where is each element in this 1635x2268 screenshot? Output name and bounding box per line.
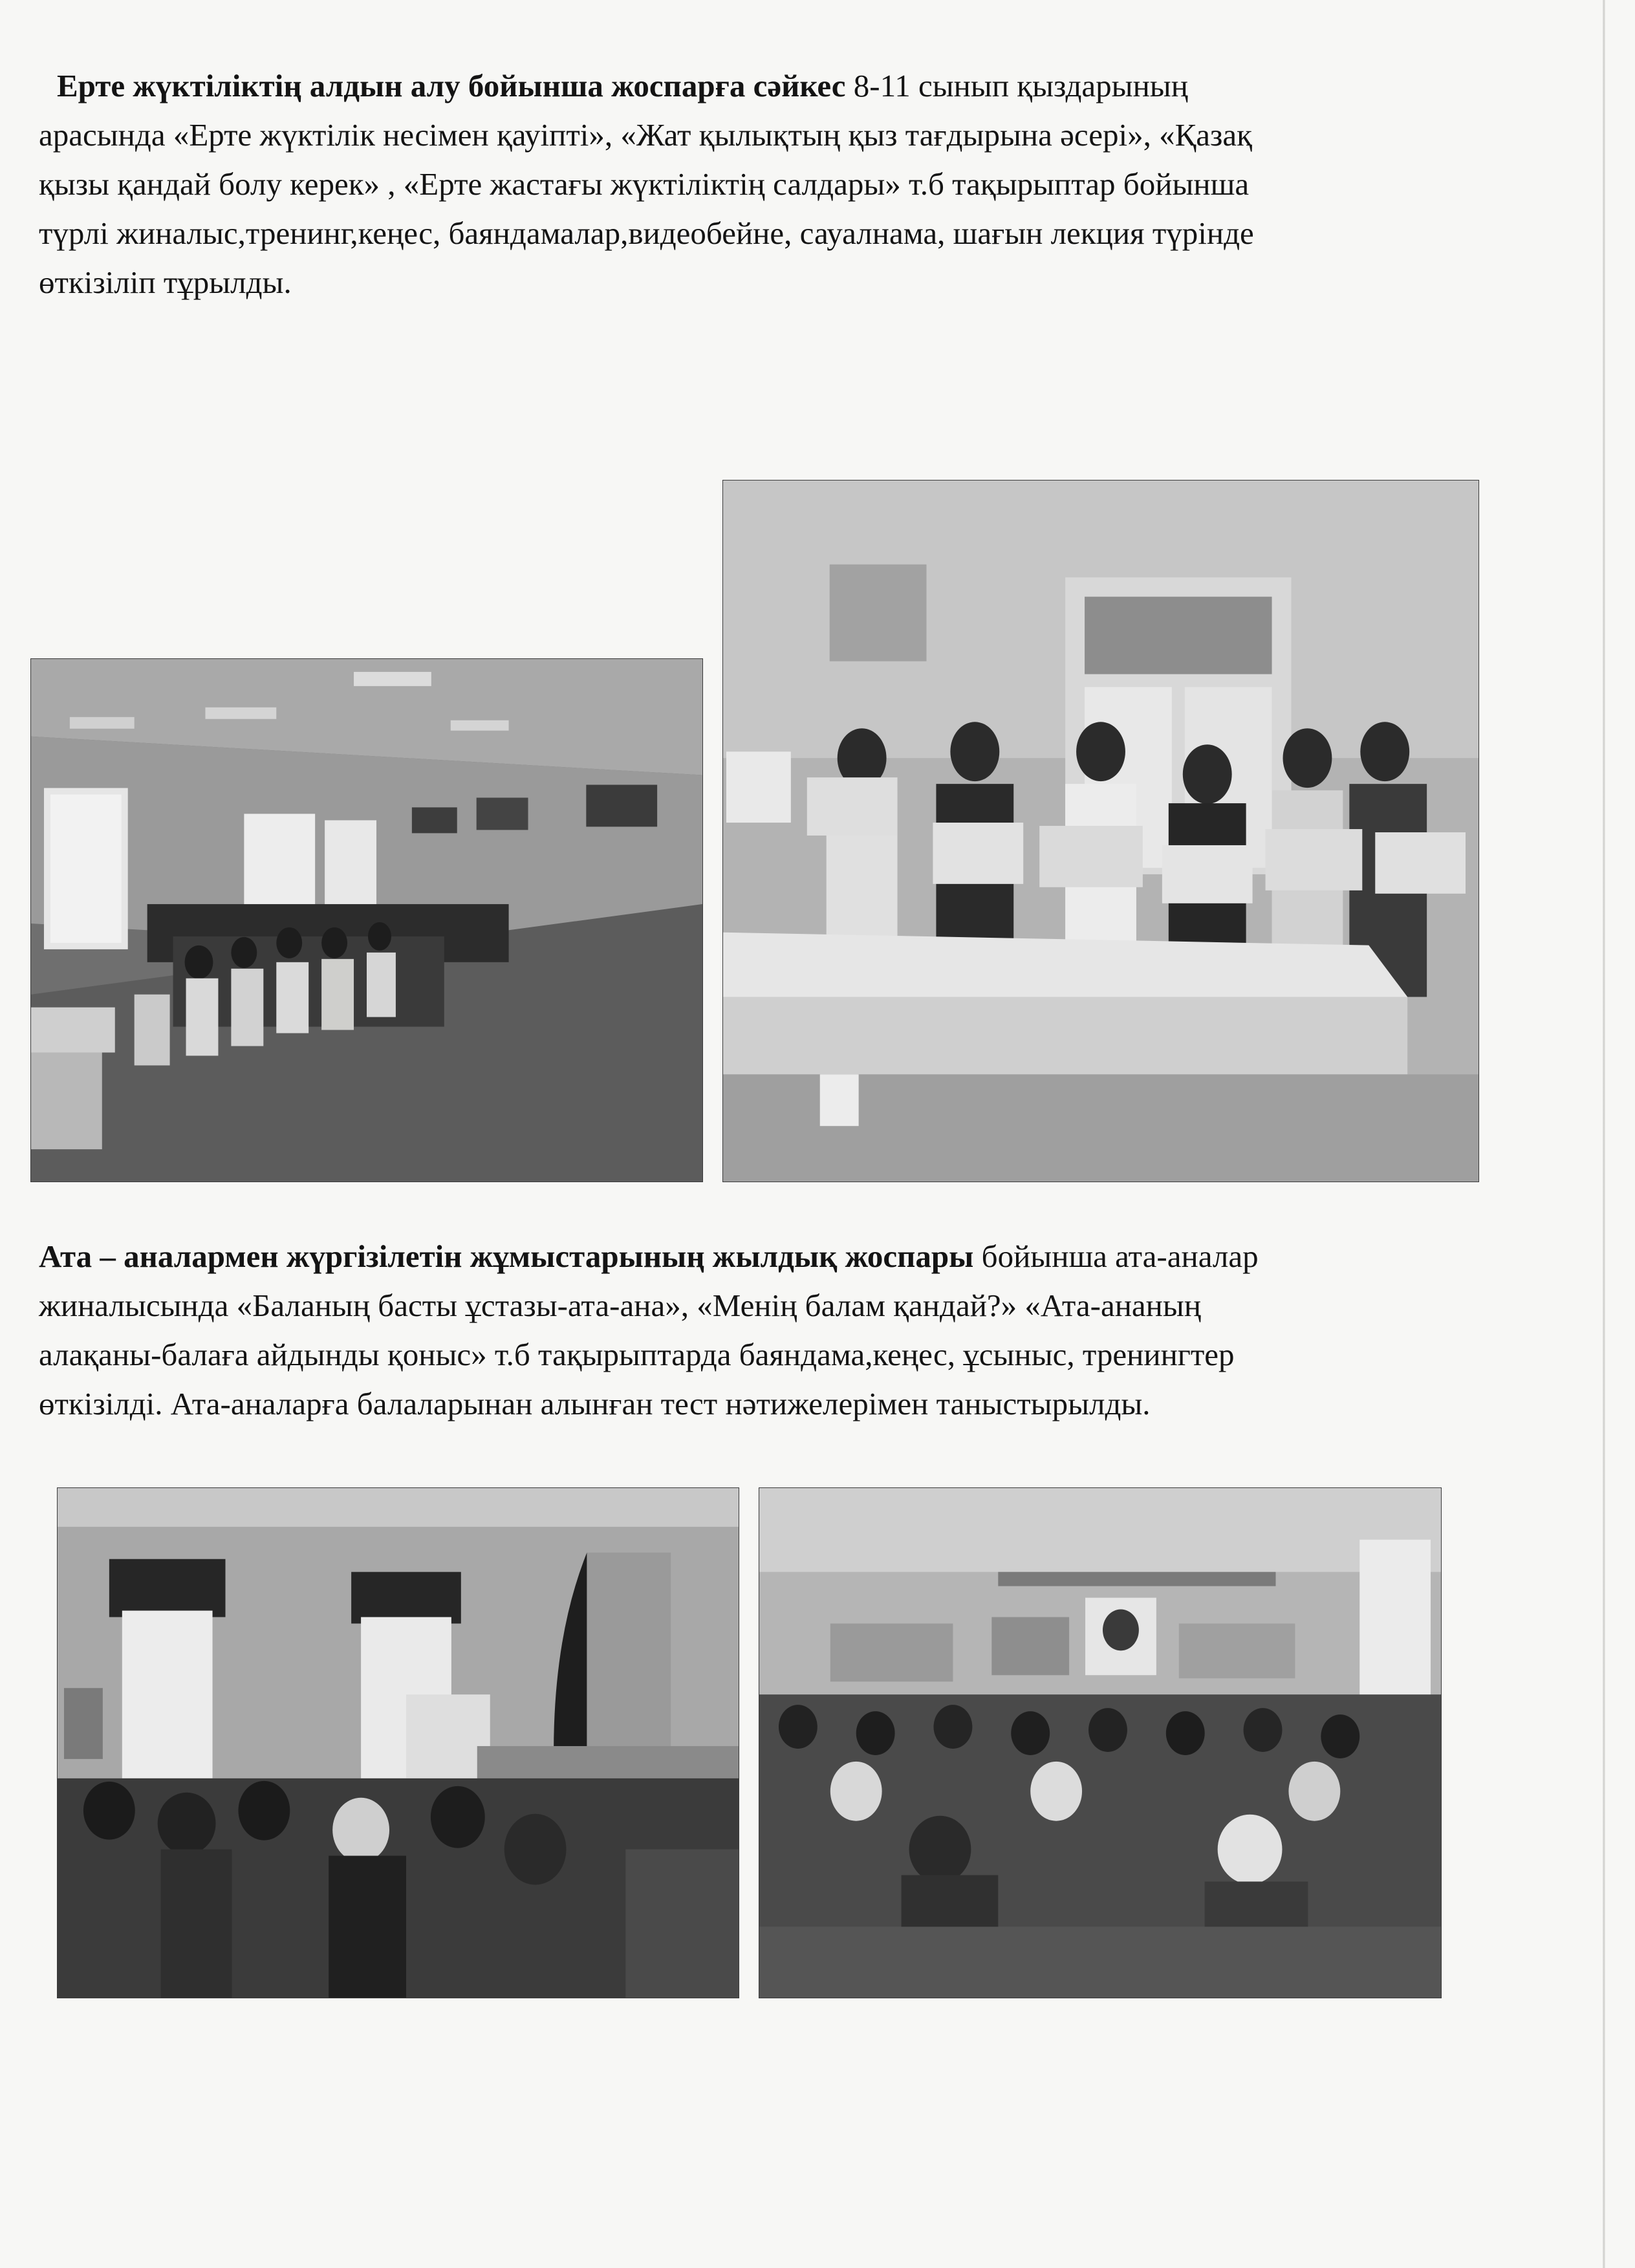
paragraph2-line3: алақаны-балаға айдынды қоныс» т.б тақырыптарда баяндама,кеңес, ұсыныс, тренингтер — [39, 1337, 1235, 1372]
photo-parents-meeting-hall — [57, 1487, 739, 1998]
paragraph-early-pregnancy-prevention — [39, 61, 1462, 307]
photo-parents-meeting-auditorium — [759, 1487, 1442, 1998]
photo-girls-with-drawings — [722, 480, 1479, 1182]
photo-parents-meeting-hall-image — [58, 1488, 739, 1998]
paragraph-parents-work-plan — [39, 1232, 1468, 1429]
paragraph2-line2: жиналысында «Баланың басты ұстазы-ата-ана», «Менің балам қандай?» «Ата-ананың — [39, 1288, 1202, 1323]
paragraph1-line5: өткізіліп тұрылды. — [39, 265, 292, 300]
paragraph2-bold-heading: Ата – аналармен жүргізілетін жұмыстарының жылдық жоспары — [39, 1238, 974, 1274]
paragraph1-line1: 8-11 сынып қыздарының — [845, 68, 1188, 103]
photo-girls-with-drawings-image — [723, 481, 1478, 1182]
paragraph2-line4: өткізілді. Ата-аналарға балаларынан алынған тест нәтижелерімен таныстырылды. — [39, 1386, 1151, 1421]
paragraph2-line1: бойынша ата-аналар — [973, 1238, 1259, 1274]
photo-parents-meeting-auditorium-image — [759, 1488, 1441, 1998]
paragraph1-line2: арасында «Ерте жүктілік несімен қауіпті», «Жат қылықтың қыз тағдырына әсері», «Қазақ — [39, 117, 1252, 153]
paragraph1-line4: түрлі жиналыс,тренинг,кеңес, баяндамалар,видеобейне, сауалнама, шағын лекция түрінде — [39, 215, 1254, 251]
paragraph1-bold-heading: Ерте жүктіліктің алдын алу бойынша жоспарға сәйкес — [57, 68, 846, 103]
photo-assembly-hall-image — [31, 659, 702, 1182]
photo-assembly-hall — [30, 658, 703, 1182]
paragraph1-line3: қызы қандай болу керек» , «Ерте жастағы жүктіліктің салдары» т.б тақырыптар бойынша — [39, 166, 1250, 202]
scan-edge-shadow — [1603, 0, 1605, 2268]
